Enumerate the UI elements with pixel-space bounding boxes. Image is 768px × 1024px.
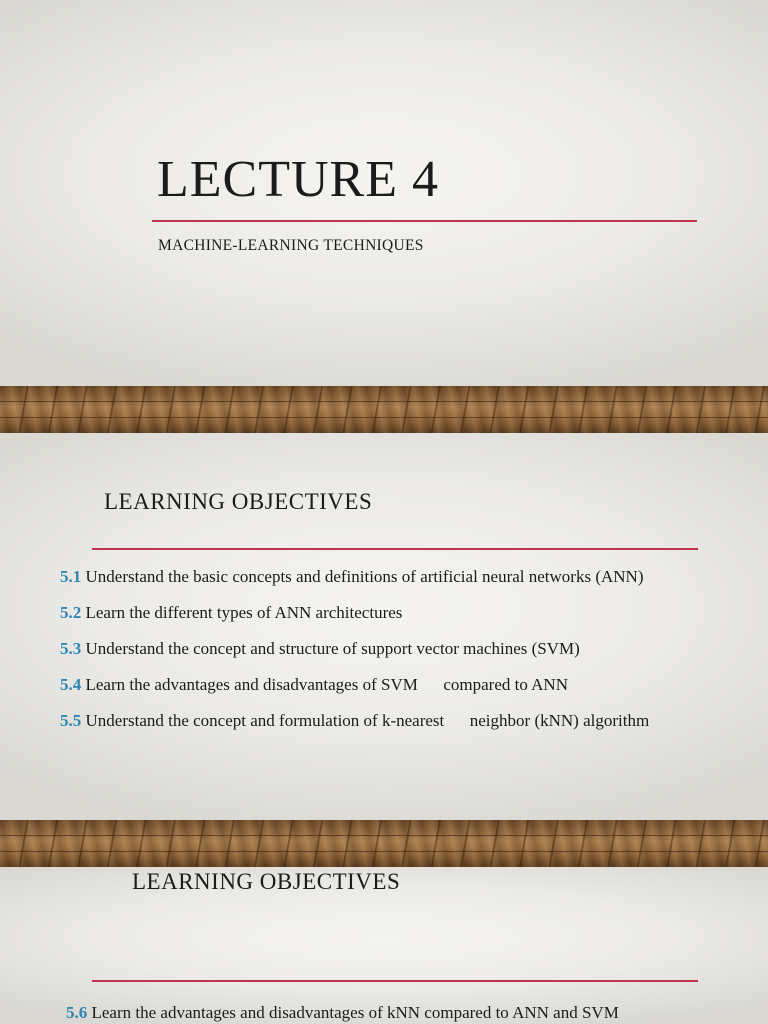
objective-text: Learn the different types of ANN architectures — [85, 603, 403, 622]
objective-number: 5.3 — [60, 639, 82, 658]
objective-number: 5.2 — [60, 603, 82, 622]
list-item — [66, 1001, 619, 1024]
objectives-list — [60, 565, 649, 745]
objective-number: 5.5 — [60, 711, 82, 730]
slide-1 — [0, 0, 768, 386]
heading-divider — [92, 980, 698, 982]
objective-text: Understand the concept and formulation of k-nearest neighbor (kNN) algorithm — [85, 711, 650, 730]
wood-floor-divider — [0, 820, 768, 867]
slide-heading: LEARNING OBJECTIVES — [104, 489, 373, 514]
heading-divider — [92, 548, 698, 550]
slide-subtitle: MACHINE-LEARNING TECHNIQUES — [158, 237, 424, 254]
slide-title: LECTURE 4 — [157, 151, 439, 208]
slide-2 — [0, 433, 768, 820]
list-item — [60, 637, 649, 673]
objective-text: Understand the basic concepts and definitions of artificial neural networks (ANN) — [85, 567, 644, 586]
objective-text: Understand the concept and structure of support vector machines (SVM) — [85, 639, 580, 658]
title-divider — [152, 220, 697, 222]
list-item — [60, 601, 649, 637]
list-item — [60, 673, 649, 709]
objective-text: Learn the advantages and disadvantages of kNN compared to ANN and SVM — [91, 1003, 619, 1022]
wood-floor-divider — [0, 386, 768, 433]
list-item — [60, 565, 649, 601]
objective-number: 5.1 — [60, 567, 82, 586]
slide-3 — [0, 867, 768, 1024]
slide-heading: LEARNING OBJECTIVES — [132, 869, 401, 894]
objective-number: 5.6 — [66, 1003, 88, 1022]
objective-number: 5.4 — [60, 675, 82, 694]
objective-text: Learn the advantages and disadvantages of SVM compared to ANN — [85, 675, 568, 694]
list-item — [60, 709, 649, 745]
